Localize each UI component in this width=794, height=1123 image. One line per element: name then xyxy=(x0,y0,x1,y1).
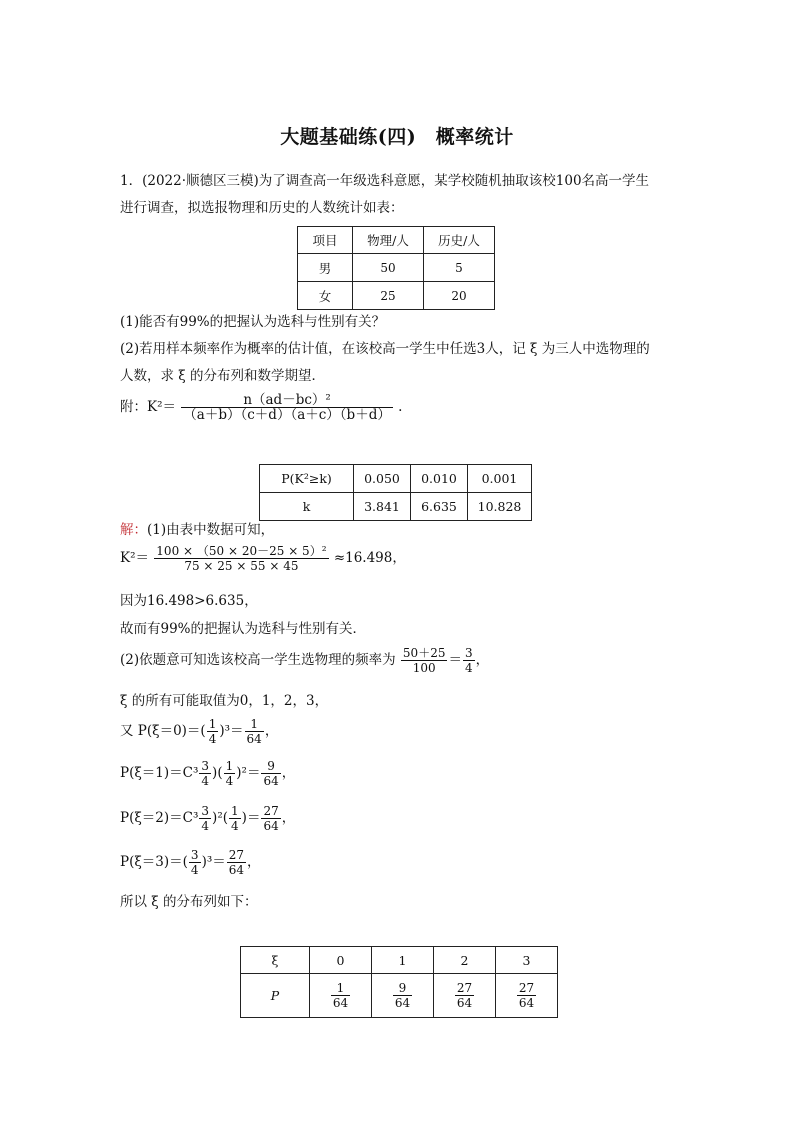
fraction-denominator: 64 xyxy=(394,996,411,1010)
table-cell: 女 xyxy=(298,282,353,310)
survey-table xyxy=(297,226,495,310)
fraction xyxy=(224,759,236,788)
table-cell: 0 xyxy=(310,947,372,974)
fraction-numerator: 1 xyxy=(245,717,264,732)
table-cell: 5 xyxy=(424,254,495,282)
fraction-denominator: 4 xyxy=(464,661,473,675)
exponent: ² xyxy=(217,810,223,826)
table-cell: 2 xyxy=(434,947,496,974)
power-eq: )³＝ xyxy=(201,854,226,870)
formula-numerator: n（ad－bc）² xyxy=(181,393,393,408)
fraction xyxy=(261,759,280,788)
table-cell: 50 xyxy=(353,254,424,282)
equals-sign: ＝ xyxy=(246,810,261,826)
table-cell: 0.010 xyxy=(411,465,468,493)
comma: ， xyxy=(264,723,279,739)
question-2-line-2: 人数，求 ξ 的分布列和数学期望． xyxy=(120,368,326,384)
equals-sign: ＝ xyxy=(448,652,462,668)
paren: ) xyxy=(236,765,242,781)
fraction-numerator: 27 xyxy=(263,804,279,818)
table-cell xyxy=(310,974,372,1018)
problem-line-2: 进行调查，拟选报物理和历史的人数统计如表： xyxy=(120,200,404,216)
p-xi-1 xyxy=(120,759,295,788)
fraction xyxy=(245,717,264,746)
fraction-denominator: 4 xyxy=(201,819,210,833)
k2-numerator: 100 × （50 × 20－25 × 5）² xyxy=(156,544,327,558)
solution-label: 解： xyxy=(120,522,147,538)
fraction-denominator: 4 xyxy=(231,819,239,833)
comma: ， xyxy=(475,652,490,668)
prob-prefix: P(ξ＝3)＝( xyxy=(120,854,188,870)
fraction-denominator: 64 xyxy=(263,819,279,833)
table-cell: 0.001 xyxy=(468,465,532,493)
fraction xyxy=(393,981,412,1010)
comma: ， xyxy=(281,810,296,826)
question-1: (1)能否有99%的把握认为选科与性别有关？ xyxy=(120,314,386,330)
fraction-numerator: 27 xyxy=(228,848,245,862)
k2-denominator: 75 × 25 × 55 × 45 xyxy=(184,559,299,573)
frequency-fraction xyxy=(401,646,448,675)
fraction xyxy=(517,981,536,1010)
formula-fraction xyxy=(181,393,393,422)
fraction-numerator: 3 xyxy=(464,646,473,660)
solution-line-3: 因为16.498>6.635， xyxy=(120,593,258,609)
fraction-numerator: 27 xyxy=(456,981,473,995)
prob-prefix: 又 P(ξ＝0)＝( xyxy=(120,723,206,739)
table-cell: 25 xyxy=(353,282,424,310)
frequency-line xyxy=(120,646,489,675)
fraction-numerator: 3 xyxy=(201,759,210,773)
formula-end: . xyxy=(398,399,403,415)
p-xi-2 xyxy=(120,804,295,833)
comma: ， xyxy=(281,765,296,781)
fraction-denominator: 64 xyxy=(228,863,245,877)
fraction-denominator: 64 xyxy=(332,996,349,1010)
solution-step: (1)由表中数据可知， xyxy=(147,522,275,538)
table-cell: P xyxy=(241,974,310,1018)
problem-line-1: 1．(2022·顺德区三模)为了调查高一年级选科意愿，某学校随机抽取该校100名高一学生 xyxy=(120,173,650,189)
table-cell: 1 xyxy=(372,947,434,974)
k2-formula xyxy=(120,393,402,422)
solution-line-4: 故而有99%的把握认为选科与性别有关． xyxy=(120,621,367,637)
table-cell: ξ xyxy=(241,947,310,974)
fraction-numerator: 3 xyxy=(190,848,199,862)
exponent: ² xyxy=(241,765,247,781)
three-quarters-fraction xyxy=(463,646,475,675)
fraction-numerator: 1 xyxy=(231,804,239,818)
page-title: 大题基础练(四) 概率统计 xyxy=(280,126,514,148)
paren: ) xyxy=(212,810,218,826)
fraction-denominator: 4 xyxy=(208,732,217,746)
fraction-numerator: 9 xyxy=(393,981,412,996)
comma: ， xyxy=(247,854,261,870)
fraction-numerator: 3 xyxy=(201,804,210,818)
table-cell: 3.841 xyxy=(354,493,411,521)
table-cell: 3 xyxy=(496,947,558,974)
table-cell: 10.828 xyxy=(468,493,532,521)
fraction xyxy=(331,981,350,1010)
fraction xyxy=(229,804,241,833)
fraction-denominator: 64 xyxy=(456,996,473,1010)
table-cell: 20 xyxy=(424,282,495,310)
fraction-numerator: 1 xyxy=(208,717,217,731)
prob-prefix: P(ξ＝2)＝C³ xyxy=(120,810,199,826)
fraction xyxy=(261,804,280,833)
frequency-text: (2)依题意可知选该校高一学生选物理的频率为 xyxy=(120,652,396,668)
fraction-numerator: 50＋25 xyxy=(402,646,446,660)
table-cell: k xyxy=(260,493,354,521)
prob-prefix: P(ξ＝1)＝C³ xyxy=(120,765,199,781)
fraction-numerator: 1 xyxy=(225,759,234,773)
fraction-denominator: 64 xyxy=(246,732,262,746)
k2-result: ≈16.498， xyxy=(333,550,406,566)
table-cell xyxy=(496,974,558,1018)
paren: ) xyxy=(212,765,218,781)
k2-prefix: K²＝ xyxy=(120,550,149,566)
table-header: 物理/人 xyxy=(353,227,424,254)
fraction xyxy=(199,804,211,833)
table-cell: 0.050 xyxy=(354,465,411,493)
k2-fraction xyxy=(154,544,328,573)
fraction-numerator: 9 xyxy=(261,759,280,774)
table-cell xyxy=(372,974,434,1018)
distribution-table xyxy=(240,946,558,1018)
fraction xyxy=(455,981,474,1010)
question-2-line-1: (2)若用样本频率作为概率的估计值，在该校高一学生中任选3人，记 ξ 为三人中选物理的 xyxy=(120,341,650,357)
fraction-denominator: 64 xyxy=(518,996,535,1010)
fraction-denominator: 4 xyxy=(225,774,234,788)
table-cell: 6.635 xyxy=(411,493,468,521)
formula-denominator: （a＋b）（c＋d）（a＋c）（b＋d） xyxy=(183,407,391,423)
k2-computation xyxy=(120,544,406,573)
possible-values-line: ξ 的所有可能取值为0，1，2，3， xyxy=(120,693,329,709)
equals-sign: ＝ xyxy=(246,765,261,781)
p-xi-0 xyxy=(120,717,278,746)
paren: ( xyxy=(222,810,229,826)
distribution-intro: 所以 ξ 的分布列如下： xyxy=(120,894,258,910)
table-cell: 男 xyxy=(298,254,353,282)
fraction xyxy=(189,848,201,877)
formula-prefix: 附：K²＝ xyxy=(120,399,176,415)
fraction xyxy=(199,759,211,788)
table-cell xyxy=(434,974,496,1018)
solution-line-1 xyxy=(120,521,274,539)
table-header: 历史/人 xyxy=(424,227,495,254)
table-cell: P(K²≥k) xyxy=(260,465,354,493)
paren: ( xyxy=(217,765,223,781)
fraction xyxy=(207,717,219,746)
fraction xyxy=(227,848,246,877)
fraction-denominator: 4 xyxy=(190,863,199,877)
table-header: 项目 xyxy=(298,227,353,254)
paren: ) xyxy=(241,810,247,826)
p-xi-3 xyxy=(120,848,261,877)
fraction-numerator: 1 xyxy=(331,981,350,996)
fraction-numerator: 27 xyxy=(518,981,535,995)
power-eq: )³＝ xyxy=(219,723,244,739)
critical-value-table xyxy=(259,464,532,521)
fraction-denominator: 4 xyxy=(201,774,210,788)
fraction-denominator: 100 xyxy=(412,661,436,675)
fraction-denominator: 64 xyxy=(263,774,279,788)
